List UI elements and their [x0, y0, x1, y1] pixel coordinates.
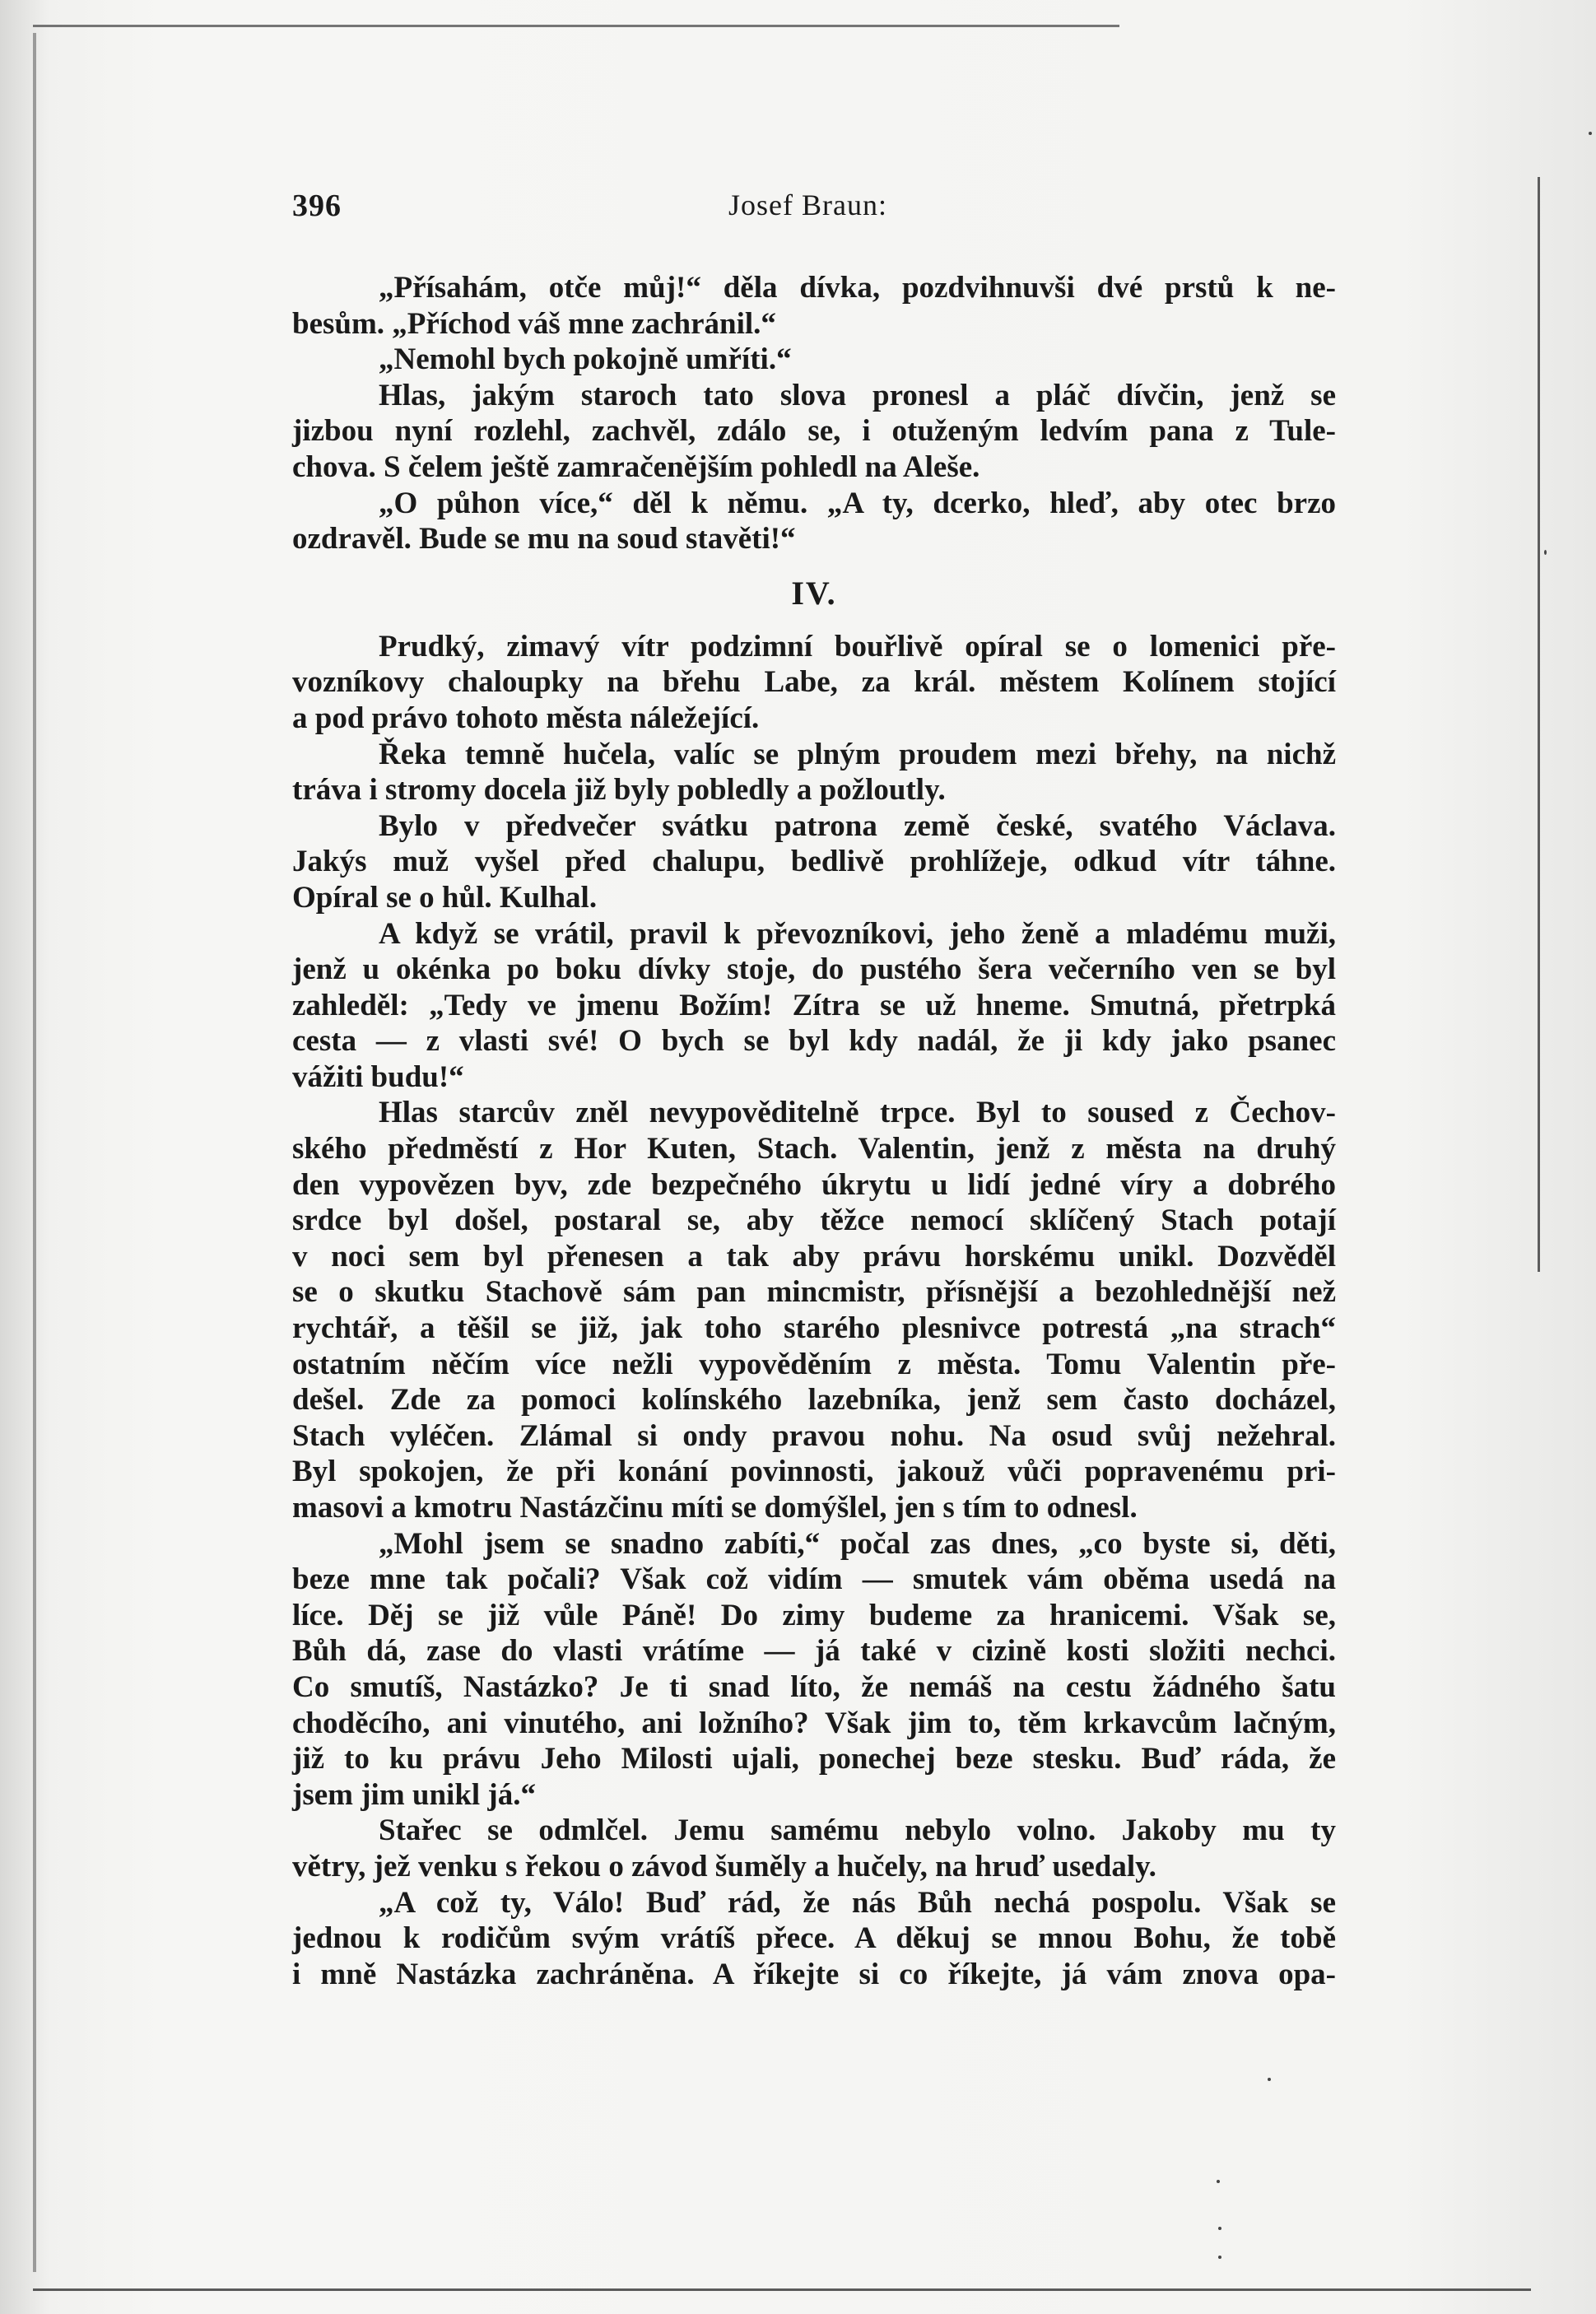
scan-edge-left	[33, 33, 36, 2272]
text-line: Stach vyléčen. Zlámal si ondy pravou nohu. Na osud svůj nežehral.	[292, 1418, 1336, 1453]
text-line: „Přísahám, otče můj!“ děla dívka, pozdvihnuvši dvé prstů k ne-	[379, 271, 1336, 305]
text-section-before	[292, 270, 1336, 557]
text-line: dešel. Zde za pomoci kolínského lazebníka, jenž sem často docházel,	[292, 1383, 1336, 1418]
text-line: ozdravěl. Bude se mu na soud stavěti!“	[292, 522, 796, 556]
scan-speck	[1218, 2256, 1221, 2259]
text-line: i mně Nastázka zachráněna. A říkejte si co říkejte, já vám znova opa-	[292, 1957, 1336, 1991]
text-line: besům. „Příchod váš mne zachránil.“	[292, 306, 776, 341]
scan-edge-top	[33, 25, 1119, 27]
text-line: ostatním něčím více nežli vypověděním z města. Tomu Valentin pře-	[292, 1347, 1336, 1381]
text-line: Jakýs muž vyšel před chalupu, bedlivě prohlížeje, odkud vítr táhne.	[292, 845, 1336, 879]
text-line: masovi a kmotru Nastázčinu míti se domýšlel, jen s tím to odnesl.	[292, 1491, 1138, 1525]
text-line: jsem jim unikl já.“	[292, 1777, 536, 1812]
body-text	[292, 270, 1336, 1992]
text-line: Byl spokojen, že při konání povinnosti, jakouž vůči popravenému pri-	[292, 1455, 1336, 1489]
text-line: A když se vrátil, pravil k převozníkovi, jeho ženě a mladému muži,	[379, 916, 1336, 951]
text-line: chova. S čelem ještě zamračenějším pohledl na Aleše.	[292, 449, 980, 484]
text-line: cesta — z vlasti své! O bych se byl kdy nadál, že ji kdy jako psanec	[292, 1024, 1336, 1059]
running-head: Josef Braun:	[728, 189, 887, 221]
text-line: v noci sem byl přenesen a tak aby právu horskému unikl. Dozvěděl	[292, 1239, 1336, 1273]
text-line: Stařec se odmlčel. Jemu samému nebylo volno. Jakoby mu ty	[379, 1813, 1336, 1848]
text-line: „O půhon více,“ děl k němu. „A ty, dcerko, hleď, aby otec brzo	[379, 486, 1336, 520]
text-section-after	[292, 629, 1336, 1993]
text-line: Bylo v předvečer svátku patrona země české, svatého Václava.	[379, 808, 1336, 843]
text-line: choděcího, ani vinutého, ani ložního? Však jim to, těm krkavcům lačným,	[292, 1706, 1336, 1740]
scan-speck	[1544, 550, 1547, 555]
text-line: Bůh dá, zase do vlasti vrátíme — já také v cizině kosti složiti nechci.	[292, 1634, 1336, 1669]
text-line: větry, jež venku s řekou o závod šuměly a hučely, na hruď usedaly.	[292, 1849, 1156, 1883]
text-line: a pod právo tohoto města náležející.	[292, 701, 760, 735]
chapter-heading: IV.	[791, 574, 837, 612]
scan-edge-bottom	[33, 2288, 1531, 2291]
text-line: vozníkovy chaloupky na břehu Labe, za král. městem Kolínem stojící	[292, 665, 1336, 700]
text-line: rychtář, a těšil se již, jak toho starého plesnivce potrestá „na strach“	[292, 1311, 1336, 1346]
text-line: Hlas starcův zněl nevypověditelně trpce. Byl to soused z Čechov-	[379, 1096, 1336, 1130]
text-line: jizbou nyní rozlehl, zachvěl, zdálo se, i otuženým ledvím pana z Tule-	[292, 414, 1336, 449]
text-line: tráva i stromy docela již byly pobledly a požloutly.	[292, 773, 946, 808]
text-line: den vypovězen byv, zde bezpečného úkrytu u lidí jedné víry a dobrého	[292, 1167, 1336, 1202]
scan-speck	[1218, 2227, 1221, 2230]
text-line: ského předměstí z Hor Kuten, Stach. Valentin, jenž z města na druhý	[292, 1132, 1336, 1166]
text-line: zahleděl: „Tedy ve jmenu Božím! Zítra se už hneme. Smutná, přetrpká	[292, 988, 1336, 1022]
scan-speck	[1268, 2078, 1271, 2081]
scan-edge-right	[1538, 177, 1540, 1272]
text-line: „A což ty, Válo! Buď rád, že nás Bůh nechá pospolu. Však se	[379, 1885, 1336, 1920]
text-line: Co smutíš, Nastázko? Je ti snad líto, že nemáš na cestu žádného šatu	[292, 1669, 1336, 1704]
scan-speck	[1589, 132, 1592, 135]
text-line: Prudký, zimavý vítr podzimní bouřlivě opíral se o lomenici pře-	[379, 629, 1336, 663]
page-header	[292, 188, 1329, 229]
text-line: líce. Děj se již vůle Páně! Do zimy budeme za hranicemi. Však se,	[292, 1598, 1336, 1632]
text-line: „Mohl jsem se snadno zabíti,“ počal zas dnes, „co byste si, děti,	[379, 1526, 1336, 1561]
text-line: beze mne tak počali? Však což vidím — smutek vám oběma usedá na	[292, 1562, 1336, 1597]
text-line: již to ku právu Jeho Milosti ujali, ponechej beze stesku. Buď ráda, že	[292, 1742, 1336, 1776]
text-line: se o skutku Stachově sám pan mincmistr, přísnější a bezohlednější než	[292, 1275, 1336, 1310]
text-line: Řeka temně hučela, valíc se plným proudem mezi břehy, na nichž	[379, 737, 1336, 771]
text-line: srdce byl došel, postaral se, aby těžce nemocí sklíčený Stach potají	[292, 1204, 1336, 1238]
text-line: jednou k rodičům svým vrátíš přece. A děkuj se mnou Bohu, že tobě	[292, 1921, 1336, 1956]
text-line: Opíral se o hůl. Kulhal.	[292, 880, 598, 915]
text-line: jenž u okénka po boku dívky stoje, do pustého šera večerního ven se byl	[292, 952, 1336, 987]
page-number: 396	[292, 189, 342, 223]
text-line: vážiti budu!“	[292, 1059, 464, 1094]
text-line: „Nemohl bych pokojně umříti.“	[379, 342, 792, 377]
text-line: Hlas, jakým staroch tato slova pronesl a pláč dívčin, jenž se	[379, 378, 1336, 412]
scan-speck	[1217, 2180, 1220, 2183]
